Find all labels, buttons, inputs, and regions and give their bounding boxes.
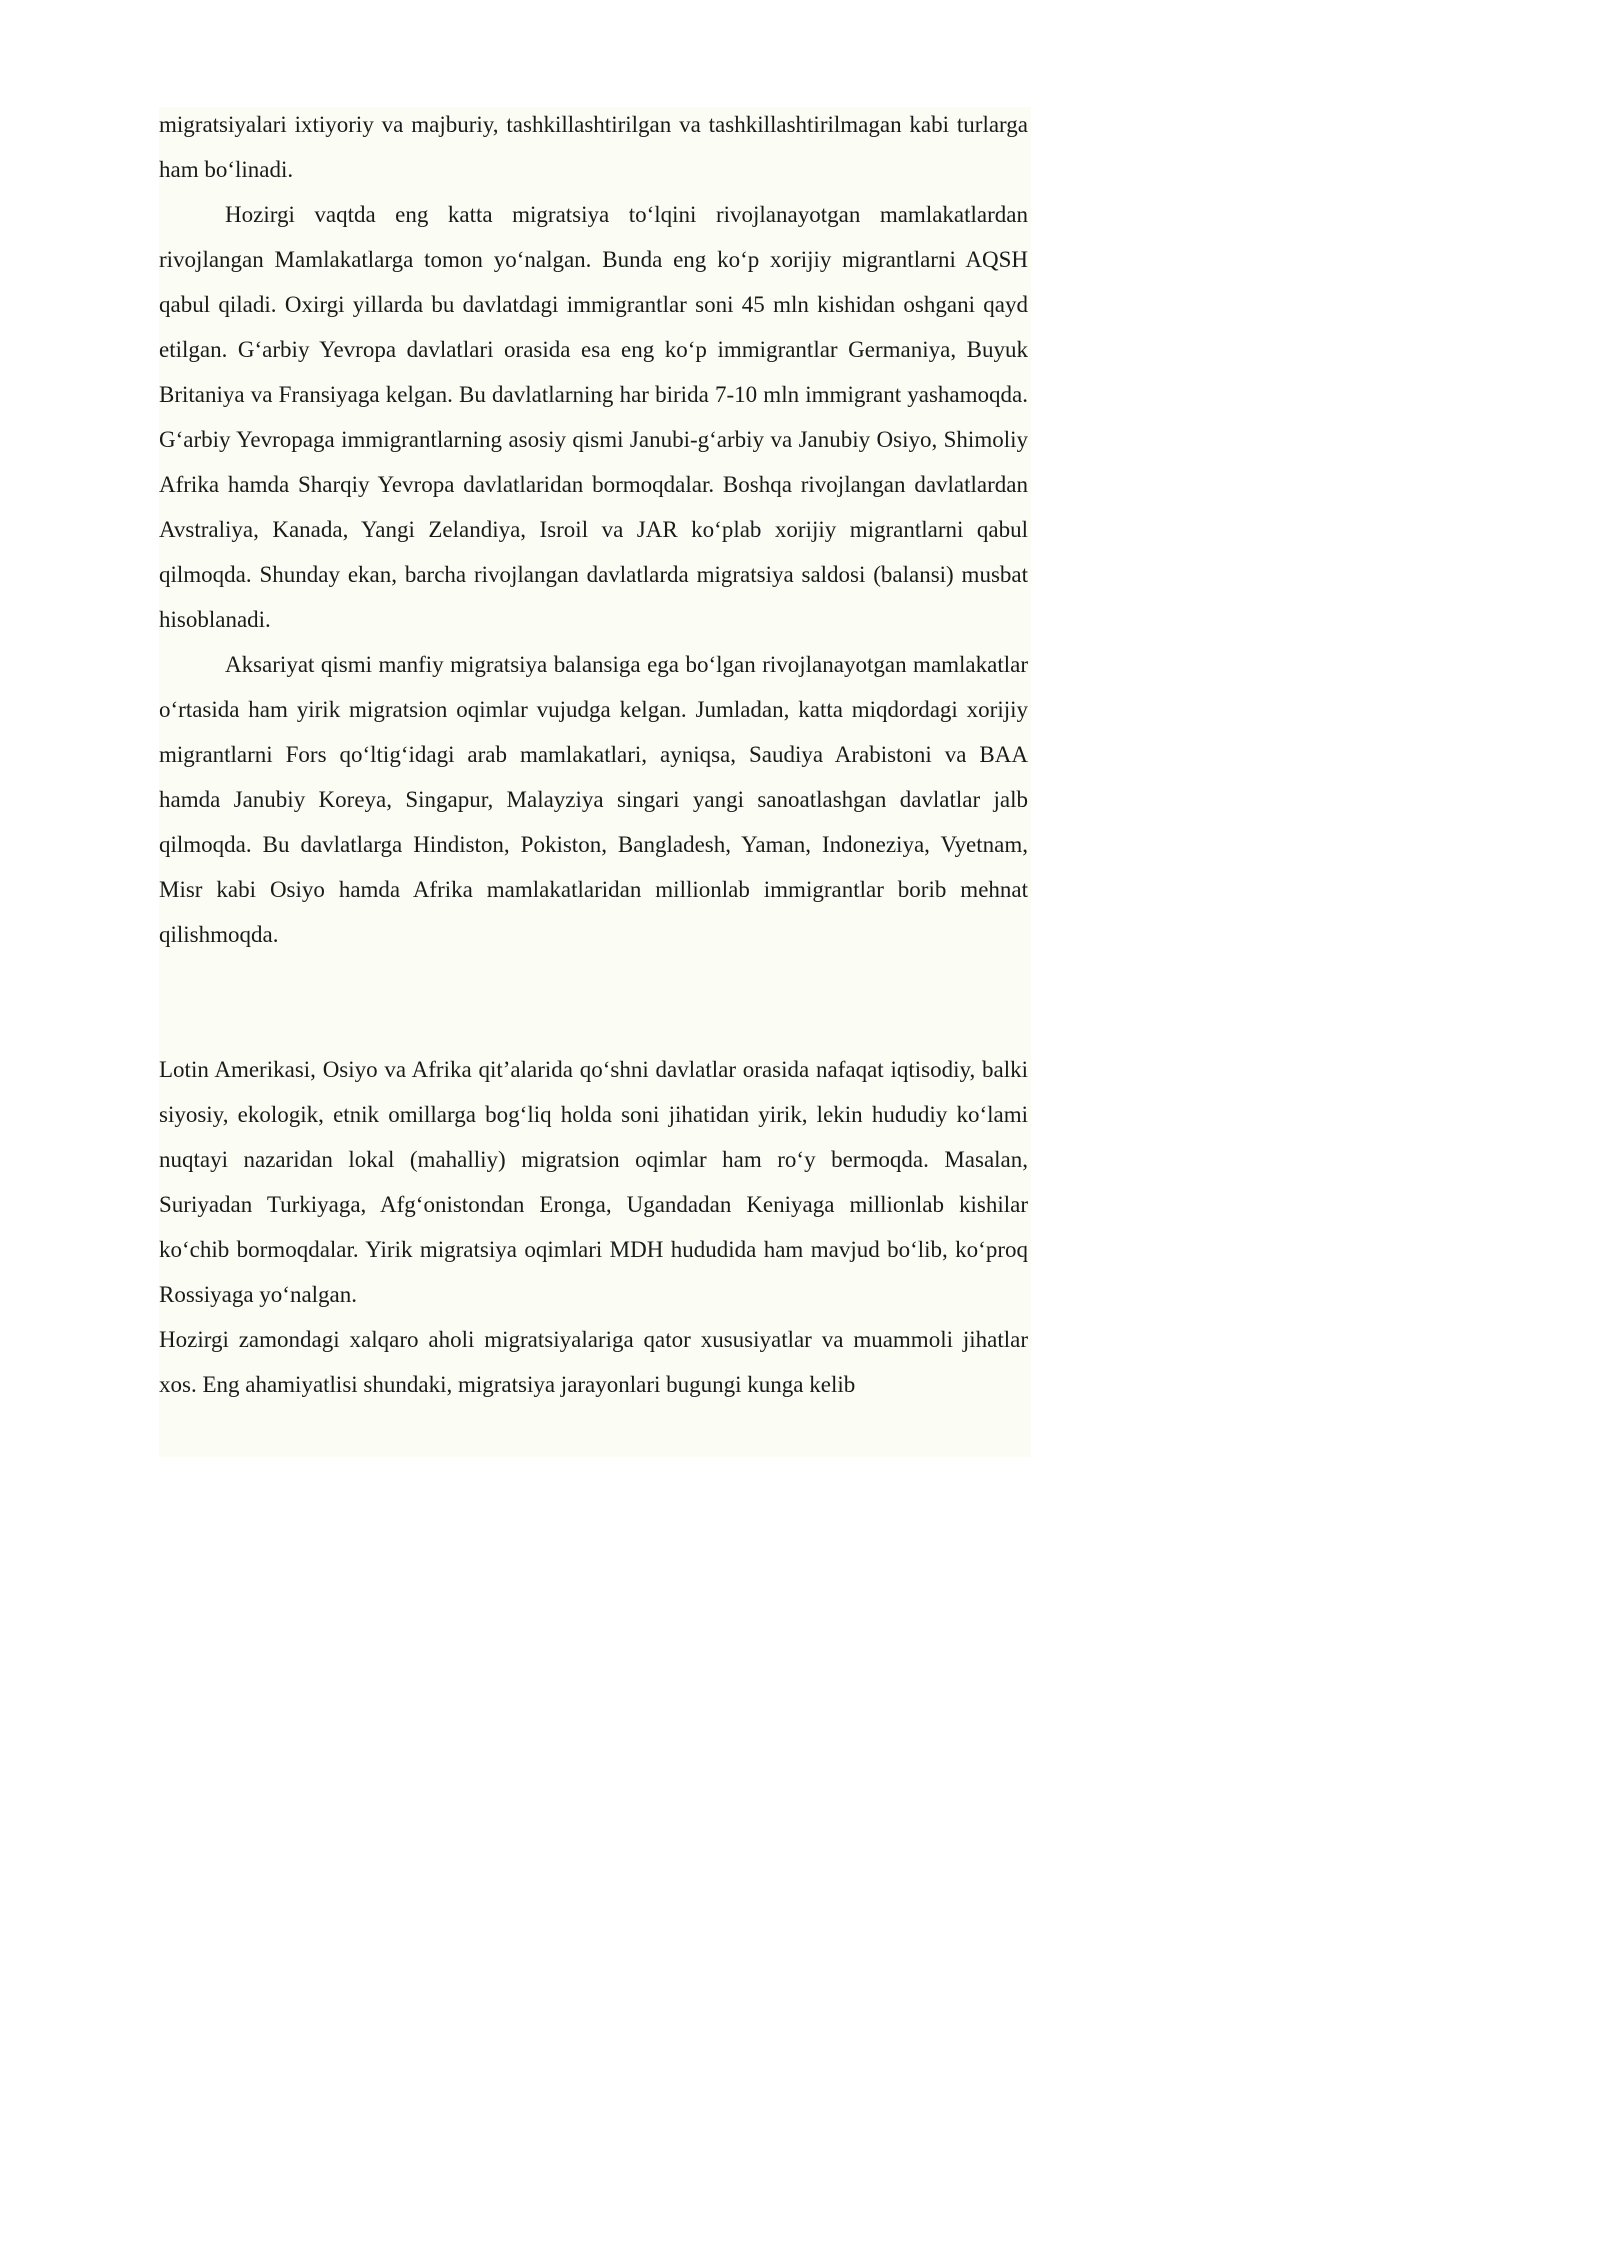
- paragraph-developing-countries-migration: Aksariyat qismi manfiy migratsiya balansiga ega bo‘lgan rivojlanayotgan mamlakatlar o‘rtasida ham yirik migratsion oqimlar vujudga kelgan. Jumladan, katta miqdordagi xorijiy migrantlarni Fors qo‘ltig‘idagi arab mamlakatlari, ayniqsa, Saudiya Arabistoni va BAA hamda Janubiy Koreya, Singapur, Malayziya singari yangi sanoatlashgan davlatlar jalb qilmoqda. Bu davlatlarga Hindiston, Pokiston, Bangladesh, Yaman, Indoneziya, Vyetnam, Misr kabi Osiyo hamda Afrika mamlakatlaridan millionlab immigrantlar borib mehnat qilishmoqda.: [159, 652, 1028, 947]
- document-body: [159, 102, 1028, 1407]
- document-page: [0, 0, 1104, 1561]
- paragraph-developed-countries-migration: Hozirgi vaqtda eng katta migratsiya to‘lqini rivojlanayotgan mamlakatlardan rivojlangan Mamlakatlarga tomon yo‘nalgan. Bunda eng ko‘p xorijiy migrantlarni AQSH qabul qiladi. Oxirgi yillarda bu davlatdagi immigrantlar soni 45 mln kishidan oshgani qayd etilgan. G‘arbiy Yevropa davlatlari orasida esa eng ko‘p immigrantlar Germaniya, Buyuk Britaniya va Fransiyaga kelgan. Bu davlatlarning har birida 7-10 mln immigrant yashamoqda. G‘arbiy Yevropaga immigrantlarning asosiy qismi Janubi-g‘arbiy va Janubiy Osiyo, Shimoliy Afrika hamda Sharqiy Yevropa davlatlaridan bormoqdalar. Boshqa rivojlangan davlatlardan Avstraliya, Kanada, Yangi Zelandiya, Isroil va JAR ko‘plab xorijiy migrantlarni qabul qilmoqda. Shunday ekan, barcha rivojlangan davlatlarda migratsiya saldosi (balansi) musbat hisoblanadi.: [159, 202, 1028, 632]
- paragraph-gap: [159, 957, 1028, 1047]
- paragraph-modern-migration-features: Hozirgi zamondagi xalqaro aholi migratsiyalariga qator xususiyatlar va muammoli jihatlar xos. Eng ahamiyatlisi shundaki, migratsiya jarayonlari bugungi kunga kelib: [159, 1327, 1028, 1397]
- paragraph-local-migration: Lotin Amerikasi, Osiyo va Afrika qit’alarida qo‘shni davlatlar orasida nafaqat iqtisodiy, balki siyosiy, ekologik, etnik omillarga bog‘liq holda soni jihatidan yirik, lekin hududiy ko‘lami nuqtayi nazaridan lokal (mahalliy) migratsion oqimlar ham ro‘y bermoqda. Masalan, Suriyadan Turkiyaga, Afg‘onistondan Eronga, Ugandadan Keniyaga millionlab kishilar ko‘chib bormoqdalar. Yirik migratsiya oqimlari MDH hududida ham mavjud bo‘lib, ko‘proq Rossiyaga yo‘nalgan.: [159, 1057, 1028, 1307]
- paragraph-continuation: migratsiyalari ixtiyoriy va majburiy, tashkillashtirilgan va tashkillashtirilmagan kabi turlarga ham bo‘linadi.: [159, 112, 1028, 182]
